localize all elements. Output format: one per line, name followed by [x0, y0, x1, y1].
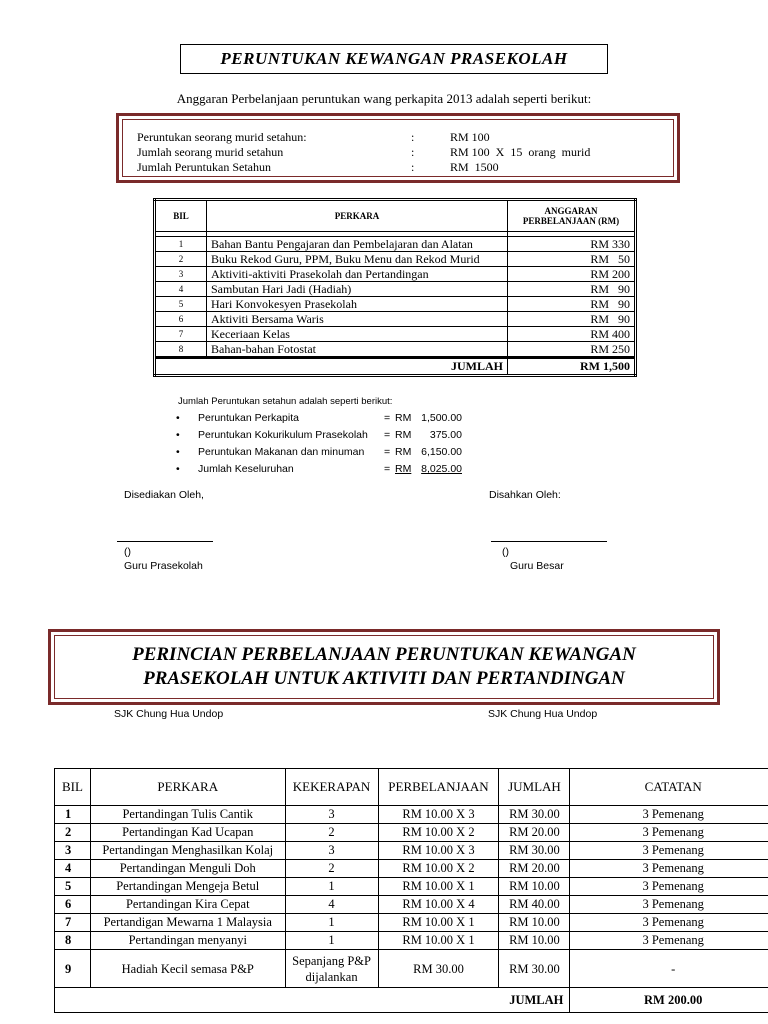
budget-header-anggaran	[508, 200, 636, 232]
activity-catatan: 3 Pemenang	[570, 842, 768, 860]
budget-amount: RM 250	[508, 342, 636, 358]
activity-kekerapan: 1	[285, 932, 378, 950]
activity-header-perkara: PERKARA	[90, 769, 285, 806]
activity-perbelanjaan: RM 10.00 X 3	[378, 842, 499, 860]
allocation-amount: 1,500.00	[421, 412, 462, 424]
budget-perkara: Bahan-bahan Fotostat	[207, 342, 508, 358]
budget-table	[153, 198, 637, 377]
activity-perkara: Pertandingan menyanyi	[90, 932, 285, 950]
allocation-currency: RM	[395, 429, 412, 441]
activity-perbelanjaan: RM 10.00 X 1	[378, 914, 499, 932]
activity-perkara: Pertandigan Mewarna 1 Malaysia	[90, 914, 285, 932]
budget-amount: RM 50	[508, 252, 636, 267]
info-box-inner	[122, 119, 674, 177]
activity-bil: 2	[55, 824, 91, 842]
info-label: Jumlah Peruntukan Setahun	[137, 160, 271, 174]
approved-by-label: Disahkan Oleh:	[489, 489, 561, 501]
allocation-currency: RM	[395, 412, 412, 424]
bullet-icon: •	[176, 446, 180, 458]
info-colon: :	[411, 130, 415, 144]
budget-header-anggaran-line1: ANGGARAN	[544, 206, 598, 216]
activity-catatan: 3 Pemenang	[570, 806, 768, 824]
budget-total-label: JUMLAH	[155, 358, 508, 376]
signature-line-left	[117, 541, 213, 542]
school-name-left: SJK Chung Hua Undop	[114, 708, 224, 720]
activity-perkara: Pertandingan Kira Cepat	[90, 896, 285, 914]
activity-catatan: 3 Pemenang	[570, 914, 768, 932]
activity-jumlah: RM 10.00	[499, 914, 570, 932]
activity-perbelanjaan: RM 10.00 X 3	[378, 806, 499, 824]
allocation-label: Jumlah Keseluruhan	[198, 463, 294, 475]
budget-amount: RM 400	[508, 327, 636, 342]
table-row	[55, 842, 768, 860]
allocation-equals: =	[384, 412, 391, 424]
budget-amount: RM 200	[508, 267, 636, 282]
info-label: Peruntukan seorang murid setahun:	[137, 130, 307, 144]
allocation-equals: =	[384, 463, 391, 475]
activity-header-row	[55, 769, 768, 806]
budget-bil: 4	[155, 282, 207, 297]
activity-jumlah: RM 40.00	[499, 896, 570, 914]
activity-kekerapan: 3	[285, 806, 378, 824]
activity-header-perbelanjaan: PERBELANJAAN	[378, 769, 499, 806]
allocation-label: Peruntukan Makanan dan minuman	[198, 446, 365, 458]
table-row	[55, 896, 768, 914]
activity-perbelanjaan: RM 10.00 X 1	[378, 932, 499, 950]
activity-bil: 9	[55, 950, 91, 988]
section-title	[48, 629, 720, 705]
budget-perkara: Bahan Bantu Pengajaran dan Pembelajaran dan Alatan	[207, 237, 508, 252]
table-row	[55, 878, 768, 896]
activity-total-label: JUMLAH	[55, 988, 570, 1013]
allocation-label: Peruntukan Kokurikulum Prasekolah	[198, 429, 368, 441]
activity-perkara: Pertandingan Menghasilkan Kolaj	[90, 842, 285, 860]
activity-bil: 3	[55, 842, 91, 860]
table-row	[55, 914, 768, 932]
budget-total-value: RM 1,500	[508, 358, 636, 376]
activity-header-catatan: CATATAN	[570, 769, 768, 806]
activity-perkara: Pertandingan Tulis Cantik	[90, 806, 285, 824]
activity-jumlah: RM 30.00	[499, 806, 570, 824]
activity-bil: 1	[55, 806, 91, 824]
activity-perkara: Pertandingan Menguli Doh	[90, 860, 285, 878]
info-value: RM 100 X 15 orang murid	[450, 145, 591, 159]
activity-perbelanjaan: RM 30.00	[378, 950, 499, 988]
activity-catatan: 3 Pemenang	[570, 860, 768, 878]
info-value: RM 1500	[450, 160, 499, 174]
table-row	[155, 342, 636, 358]
bullet-icon: •	[176, 463, 180, 475]
allocation-heading: Jumlah Peruntukan setahun adalah seperti berikut:	[178, 396, 393, 407]
table-row	[155, 312, 636, 327]
activity-perkara: Hadiah Kecil semasa P&P	[90, 950, 285, 988]
page-title: PERUNTUKAN KEWANGAN PRASEKOLAH	[180, 44, 608, 74]
activity-kekerapan: 4	[285, 896, 378, 914]
allocation-amount: 6,150.00	[421, 446, 462, 458]
budget-bil: 3	[155, 267, 207, 282]
budget-perkara: Aktiviti Bersama Waris	[207, 312, 508, 327]
budget-perkara: Hari Konvokesyen Prasekolah	[207, 297, 508, 312]
info-label: Jumlah seorang murid setahun	[137, 145, 284, 159]
activity-jumlah: RM 10.00	[499, 878, 570, 896]
budget-bil: 6	[155, 312, 207, 327]
table-row	[155, 267, 636, 282]
activity-catatan: -	[570, 950, 768, 988]
table-row	[55, 860, 768, 878]
activity-kekerapan-line2: dijalankan	[305, 969, 358, 984]
activity-header-kekerapan: KEKERAPAN	[285, 769, 378, 806]
allocation-equals: =	[384, 429, 391, 441]
activity-bil: 4	[55, 860, 91, 878]
prepared-by-label: Disediakan Oleh,	[124, 489, 204, 501]
info-colon: :	[411, 160, 415, 174]
activity-kekerapan: 2	[285, 824, 378, 842]
activity-kekerapan	[285, 950, 378, 988]
signature-role-right: Guru Besar	[510, 560, 564, 572]
activity-total-row	[55, 988, 768, 1013]
allocation-equals: =	[384, 446, 391, 458]
table-row	[155, 282, 636, 297]
budget-perkara: Sambutan Hari Jadi (Hadiah)	[207, 282, 508, 297]
activity-perbelanjaan: RM 10.00 X 1	[378, 878, 499, 896]
budget-header-bil: BIL	[155, 200, 207, 232]
signature-name-right: ()	[502, 546, 509, 558]
activity-bil: 8	[55, 932, 91, 950]
table-row	[155, 297, 636, 312]
activity-catatan: 3 Pemenang	[570, 878, 768, 896]
budget-amount: RM 330	[508, 237, 636, 252]
budget-bil: 8	[155, 342, 207, 358]
table-row	[55, 806, 768, 824]
activity-header-bil: BIL	[55, 769, 91, 806]
table-row	[155, 327, 636, 342]
bullet-icon: •	[176, 429, 180, 441]
activity-bil: 6	[55, 896, 91, 914]
activity-kekerapan: 1	[285, 914, 378, 932]
budget-amount: RM 90	[508, 312, 636, 327]
activity-table	[54, 768, 768, 1013]
budget-amount: RM 90	[508, 282, 636, 297]
activity-jumlah: RM 20.00	[499, 824, 570, 842]
table-row	[55, 932, 768, 950]
section-title-line2: PRASEKOLAH UNTUK AKTIVITI DAN PERTANDINGAN	[143, 668, 625, 689]
activity-jumlah: RM 10.00	[499, 932, 570, 950]
activity-perbelanjaan: RM 10.00 X 4	[378, 896, 499, 914]
budget-header-row	[155, 200, 636, 232]
signature-name-left: ()	[124, 546, 131, 558]
allocation-label: Peruntukan Perkapita	[198, 412, 299, 424]
table-row	[155, 237, 636, 252]
budget-perkara: Buku Rekod Guru, PPM, Buku Menu dan Rekod Murid	[207, 252, 508, 267]
activity-perkara: Pertandingan Mengeja Betul	[90, 878, 285, 896]
allocation-currency: RM	[395, 463, 412, 475]
budget-bil: 2	[155, 252, 207, 267]
budget-header-anggaran-line2: PERBELANJAAN (RM)	[522, 216, 620, 226]
signature-role-left: Guru Prasekolah	[124, 560, 203, 572]
budget-header-perkara: PERKARA	[207, 200, 508, 232]
activity-total-value: RM 200.00	[570, 988, 768, 1013]
info-colon: :	[411, 145, 415, 159]
activity-perbelanjaan: RM 10.00 X 2	[378, 860, 499, 878]
activity-bil: 7	[55, 914, 91, 932]
section-title-line1: PERINCIAN PERBELANJAAN PERUNTUKAN KEWANGAN	[132, 644, 636, 665]
budget-total-row	[155, 358, 636, 376]
info-value: RM 100	[450, 130, 490, 144]
activity-kekerapan: 2	[285, 860, 378, 878]
activity-header-jumlah: JUMLAH	[499, 769, 570, 806]
activity-jumlah: RM 20.00	[499, 860, 570, 878]
budget-amount: RM 90	[508, 297, 636, 312]
allocation-amount: 8,025.00	[421, 463, 462, 475]
budget-bil: 7	[155, 327, 207, 342]
activity-perbelanjaan: RM 10.00 X 2	[378, 824, 499, 842]
activity-kekerapan-line1: Sepanjang P&P	[292, 953, 371, 968]
budget-perkara: Aktiviti-aktiviti Prasekolah dan Pertandingan	[207, 267, 508, 282]
activity-catatan: 3 Pemenang	[570, 932, 768, 950]
allocation-amount: 375.00	[429, 429, 462, 441]
budget-bil: 1	[155, 237, 207, 252]
activity-bil: 5	[55, 878, 91, 896]
section-title-inner	[54, 635, 714, 699]
table-row	[155, 252, 636, 267]
bullet-icon: •	[176, 412, 180, 424]
signature-line-right	[491, 541, 607, 542]
activity-kekerapan: 3	[285, 842, 378, 860]
table-row	[55, 950, 768, 988]
activity-catatan: 3 Pemenang	[570, 824, 768, 842]
activity-jumlah: RM 30.00	[499, 842, 570, 860]
activity-catatan: 3 Pemenang	[570, 896, 768, 914]
activity-jumlah: RM 30.00	[499, 950, 570, 988]
allocation-currency: RM	[395, 446, 412, 458]
info-box	[116, 113, 680, 183]
activity-kekerapan: 1	[285, 878, 378, 896]
intro-text: Anggaran Perbelanjaan peruntukan wang perkapita 2013 adalah seperti berikut:	[176, 91, 592, 106]
activity-perkara: Pertandingan Kad Ucapan	[90, 824, 285, 842]
budget-bil: 5	[155, 297, 207, 312]
school-name-right: SJK Chung Hua Undop	[488, 708, 598, 720]
table-row	[55, 824, 768, 842]
budget-perkara: Keceriaan Kelas	[207, 327, 508, 342]
